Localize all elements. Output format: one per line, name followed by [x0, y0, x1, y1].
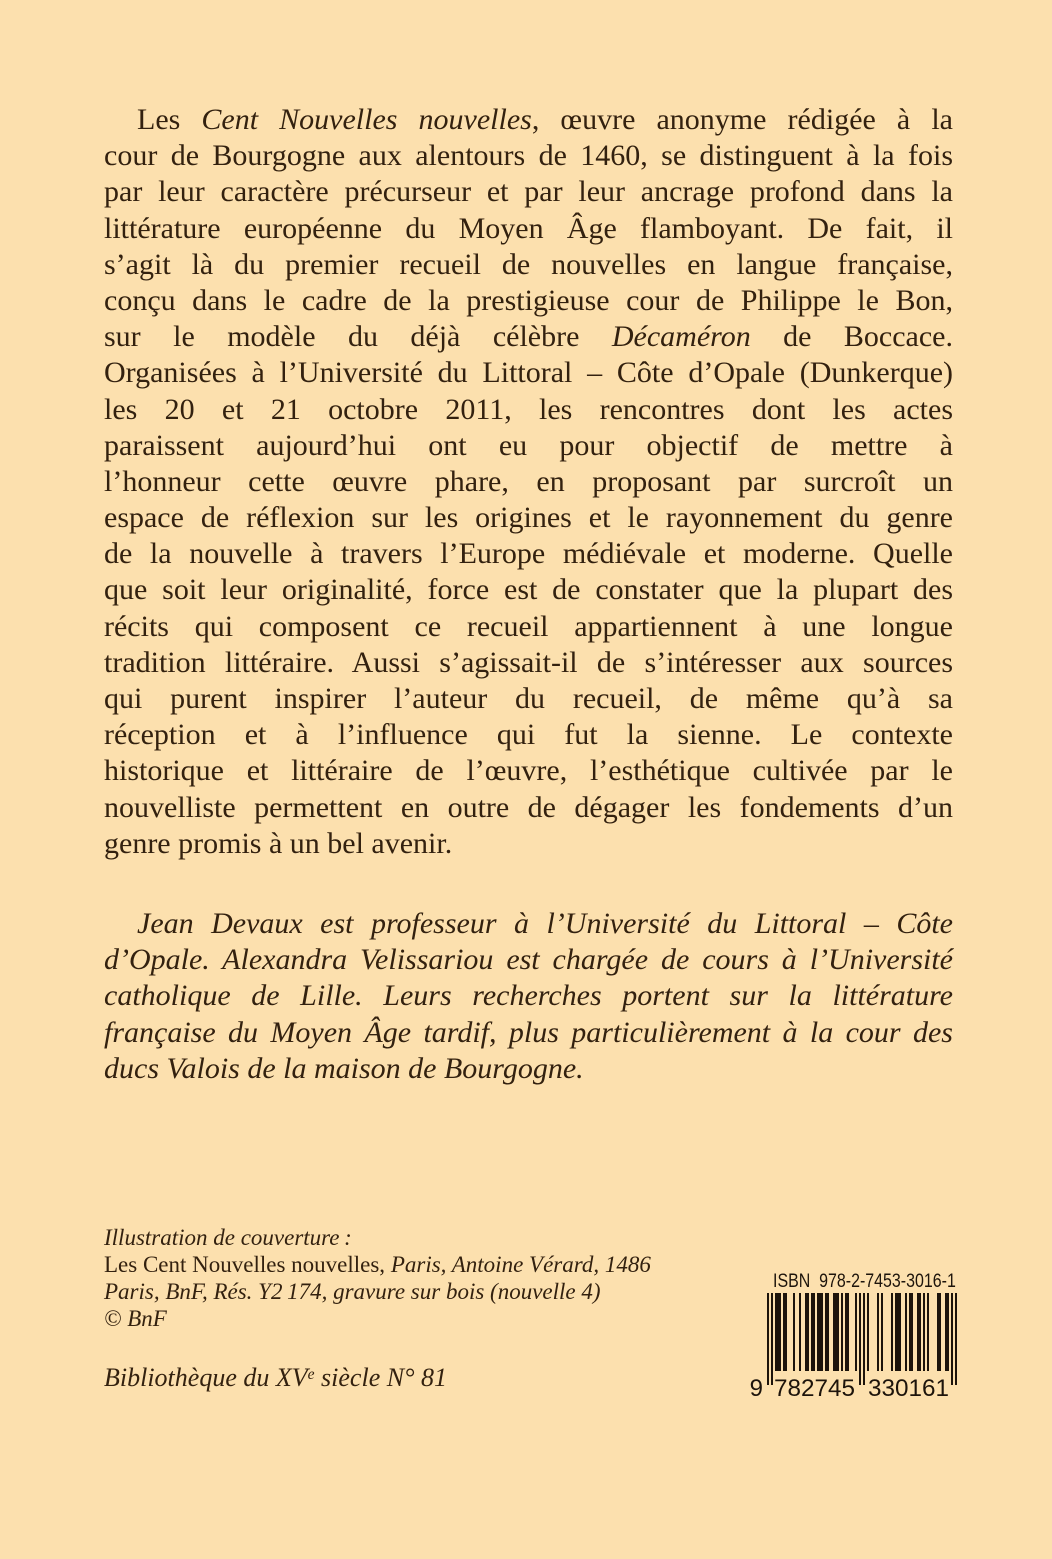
text-segment: cour de Bourgogne aux alentours de 1460, se distinguent à la fois — [104, 139, 953, 173]
text-segment: e — [307, 1365, 315, 1383]
ean-digit-lead: 9 — [749, 1375, 763, 1400]
text-segment: sur le modèle du déjà célèbre — [104, 320, 612, 354]
text-segment: nouvelliste permettent en outre de dégager les fondements d’un — [104, 790, 953, 824]
text-line — [104, 355, 953, 391]
text-line — [104, 247, 953, 283]
text-line — [104, 681, 953, 717]
ean-barcode — [737, 1293, 959, 1400]
text-segment: de la nouvelle à travers l’Europe médiévale et moderne. Quelle — [104, 537, 953, 571]
ean-bars — [767, 1293, 957, 1385]
text-segment: paraissent aujourd’hui ont eu pour objectif de mettre à — [104, 428, 953, 462]
ean-digits-right: 330161 — [868, 1375, 949, 1400]
text-segment: conçu dans le cadre de la prestigieuse cour de Philippe le Bon, — [104, 283, 953, 317]
text-line — [104, 645, 953, 681]
text-line — [104, 753, 953, 789]
text-line — [104, 174, 953, 210]
text-line — [104, 392, 953, 428]
text-segment: catholique de Lille. Leurs recherches portent sur la littérature — [104, 979, 953, 1013]
text-line — [104, 942, 953, 978]
text-line — [104, 138, 953, 174]
text-line — [104, 609, 953, 645]
text-segment: que soit leur originalité, force est de constater que la plupart des — [104, 573, 953, 607]
text-line — [104, 906, 953, 942]
text-line — [104, 790, 953, 826]
text-segment: s’agit là du premier recueil de nouvelles en langue française, — [104, 247, 953, 281]
text-line — [104, 283, 953, 319]
text-line — [104, 464, 953, 500]
text-segment: espace de réflexion sur les origines et le rayonnement du genre — [104, 501, 953, 535]
text-line — [104, 717, 953, 753]
text-segment: Cent Nouvelles nouvelles — [201, 103, 532, 136]
isbn-number: ISBN 978-2-7453-3016-1 — [773, 1271, 956, 1292]
synopsis-paragraph — [104, 102, 953, 862]
text-segment: Les — [137, 103, 202, 136]
text-line — [104, 102, 953, 138]
authors-note — [104, 906, 953, 1087]
text-line — [104, 572, 953, 608]
text-line — [104, 428, 953, 464]
text-line — [104, 1224, 744, 1251]
text-segment: siècle N° 81 — [314, 1363, 447, 1392]
text-segment: qui purent inspirer l’auteur du recueil, de même qu’à sa — [104, 682, 953, 715]
text-line — [104, 1051, 953, 1087]
text-line — [104, 1015, 953, 1051]
text-line — [104, 500, 953, 536]
text-line — [104, 536, 953, 572]
text-segment: de Boccace. — [750, 320, 953, 354]
cover-illustration-credit — [104, 1224, 744, 1332]
text-segment: d’Opale. Alexandra Velissariou est chargée de cours à l’Université — [104, 943, 953, 977]
text-segment: Illustration de couverture : — [104, 1225, 352, 1250]
text-segment: Jean Devaux est professeur à l’Université du Littoral – Côte — [137, 907, 953, 940]
text-segment: Paris, Antoine Vérard, 1486 — [390, 1252, 651, 1277]
text-segment: © BnF — [104, 1306, 167, 1331]
text-line — [104, 1278, 744, 1305]
series-title — [104, 1363, 744, 1393]
text-segment: Bibliothèque du XV — [104, 1363, 308, 1392]
text-segment: Organisées à l’Université du Littoral – Côte d’Opale (Dunkerque) — [104, 356, 953, 390]
text-segment: Décaméron — [611, 320, 751, 354]
text-segment: par leur caractère précurseur et par leur ancrage profond dans la — [104, 175, 953, 209]
isbn-barcode — [737, 1272, 959, 1402]
text-segment: l’honneur cette œuvre phare, en proposant par surcroît un — [104, 464, 953, 498]
text-line — [104, 826, 953, 862]
text-segment: française du Moyen Âge tardif, plus particulièrement à la cour des — [104, 1015, 953, 1049]
text-line — [104, 1363, 744, 1393]
text-segment: genre promis à un bel avenir. — [104, 826, 453, 860]
text-line — [104, 978, 953, 1014]
text-segment: récits qui composent ce recueil appartiennent à une longue — [104, 609, 953, 643]
text-segment: , œuvre anonyme rédigée à la — [531, 103, 953, 136]
text-segment: historique et littéraire de l’œuvre, l’esthétique cultivée par le — [104, 754, 953, 788]
text-line — [104, 319, 953, 355]
text-segment: ducs Valois de la maison de Bourgogne. — [104, 1051, 584, 1085]
text-segment: les 20 et 21 octobre 2011, les rencontres dont les actes — [104, 392, 953, 426]
text-segment: Les Cent Nouvelles nouvelles, — [104, 1252, 391, 1277]
text-segment: tradition littéraire. Aussi s’agissait-il de s’intéresser aux sources — [104, 645, 953, 679]
text-segment: réception et à l’influence qui fut la sienne. Le contexte — [104, 718, 953, 752]
text-line — [104, 1305, 744, 1332]
text-segment: littérature européenne du Moyen Âge flamboyant. De fait, il — [104, 211, 953, 245]
ean-digits-left: 782745 — [774, 1375, 855, 1400]
text-segment: Paris, BnF, Rés. Y2 174, gravure sur bois (nouvelle 4) — [104, 1279, 601, 1304]
text-line — [104, 1251, 744, 1278]
text-line — [104, 211, 953, 247]
